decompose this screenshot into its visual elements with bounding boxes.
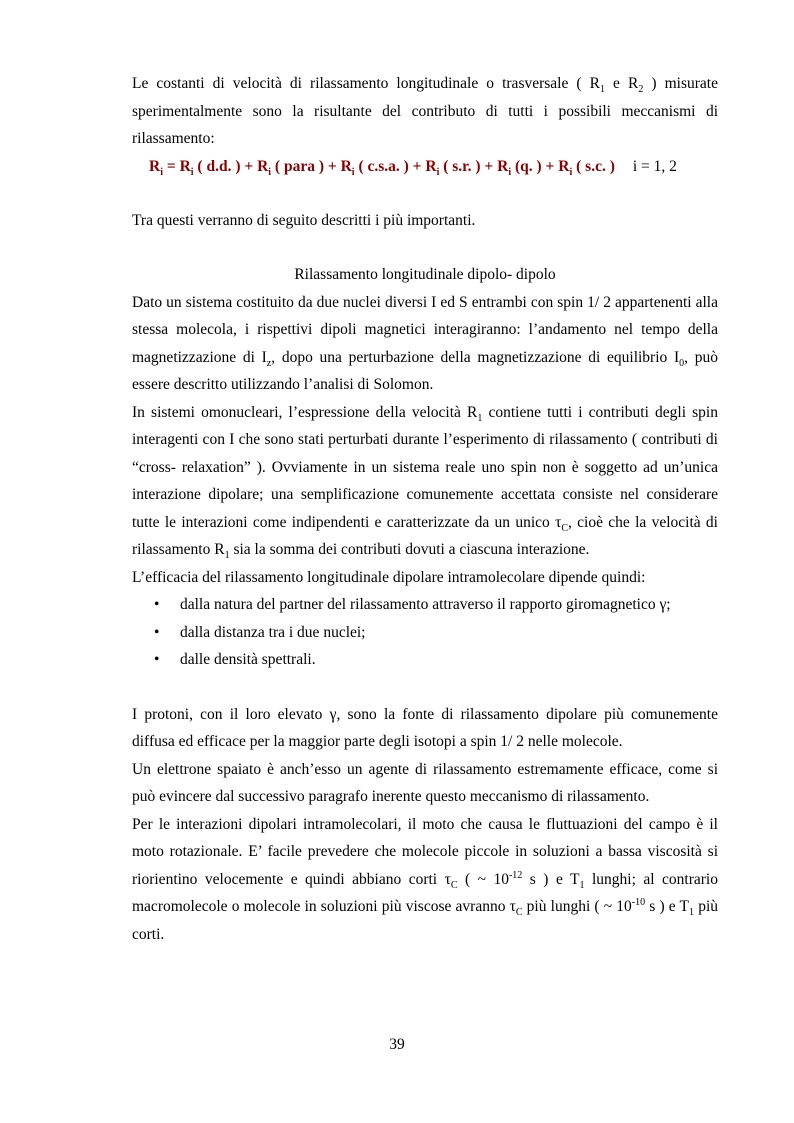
equation-index: i = 1, 2 [632, 157, 677, 175]
paragraph-efficacia: L’efficacia del rilassamento longitudinale dipolare intramolecolare dipende quindi: [132, 568, 646, 586]
tra-paragraph: Tra questi verranno di seguito descritti i più importanti. [132, 211, 476, 229]
bullet-list [132, 591, 718, 674]
paragraph-protoni: I protoni, con il loro elevato γ, sono la fonte di rilassamento dipolare più comunemente diffusa ed efficace per la maggior parte degli isotopi a spin 1/ 2 nelle molecole. [132, 705, 718, 750]
paragraph-interazioni: Per le interazioni dipolari intramolecolari, il moto che causa le fluttuazioni del campo è il moto rotazionale. E’ facile prevedere che molecole piccole in soluzioni a bassa viscosità si riorientino velocemente e quindi abbiano corti $\tau_C$ ( ~ $10^{-12}$ s ) e $T_1$ lunghi; al contrario macromolecole o molecole in soluzioni più viscose avranno $\tau_C$ più lunghi ( ~ $10^{-10}$ s ) e $T_1$ più corti. [132, 815, 718, 943]
paragraph-elettrone: Un elettrone spaiato è anch’esso un agente di rilassamento estremamente efficace, come si può evincere dal successivo paragrafo inerente questo meccanismo di rilassamento. [132, 760, 718, 805]
paragraph-dipoli: Dato un sistema costituito da due nuclei diversi I ed S entrambi con spin 1/ 2 appartenenti alla stessa molecola, i rispettivi dipoli magnetici interagiranno: l’andamento nel tempo della magnetizzazione di $I_z$, dopo una perturbazione della magnetizzazione di equilibrio $I_0$, può essere descritto utilizzando l’analisi di Solomon. [132, 293, 718, 393]
relaxation-equation: $R_i = R_i$ ( d.d. ) + $R_i$ ( para ) + $R_i$ ( c.s.a. ) + $R_i$ ( s.r. ) + $R_i$ (q. ) + $R_i$ ( s.c. ) i = 1, 2 [149, 157, 677, 178]
page-number: 39 [389, 1036, 405, 1053]
list-item: • dalla distanza tra i due nuclei; [132, 619, 718, 647]
bullet-icon: • [154, 596, 160, 613]
intro-paragraph: Le costanti di velocità di rilassamento longitudinale o trasversale ( $R_1$ e $R_2$ ) misurate sperimentalmente sono la risultante del contributo di tutti i possibili meccanismi di rilassamento: [132, 75, 718, 147]
list-item: • dalle densità spettrali. [132, 646, 718, 674]
section-heading: Rilassamento longitudinale dipolo- dipolo [294, 266, 556, 283]
paragraph-omonucleari: In sistemi omonucleari, l’espressione della velocità $R_1$ contiene tutti i contributi degli spin interagenti con I che sono stati perturbati durante l’esperimento di rilassamento ( contributi di “cross- relaxation” ). Ovviamente in un sistema reale uno spin non è soggetto ad un’unica interazione dipolare; una semplificazione comunemente accettata consiste nel considerare tutte le interazioni come indipendenti e caratterizzate da un unico $\tau_C$, cioè che la velocità di rilassamento $R_1$ sia la somma dei contributi dovuti a ciascuna interazione. [132, 403, 718, 562]
page-content [132, 70, 718, 948]
bullet-icon: • [154, 623, 160, 641]
list-item: • dalla natura del partner del rilassamento attraverso il rapporto giromagnetico γ; [132, 591, 718, 619]
bullet-icon: • [154, 651, 160, 668]
